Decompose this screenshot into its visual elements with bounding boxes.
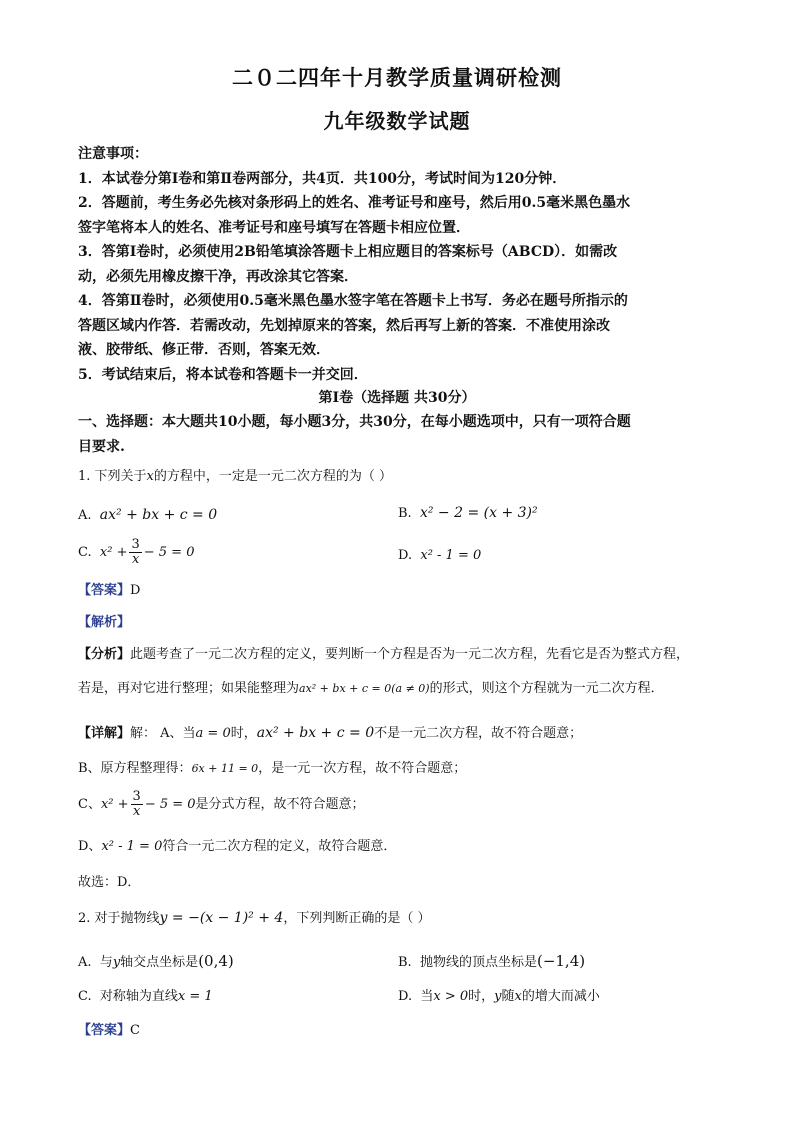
q1-option-b bbox=[398, 503, 538, 524]
option-label: B. bbox=[398, 506, 412, 521]
fenxi-tag: 【分析】 bbox=[78, 647, 131, 662]
q1-detail-d bbox=[78, 836, 728, 858]
option-text: 随 bbox=[501, 989, 515, 1004]
option-text: 的增大而减小 bbox=[521, 989, 600, 1004]
fenxi-line bbox=[78, 644, 728, 666]
q1-option-c bbox=[78, 538, 194, 567]
section-intro-line: 目要求. bbox=[78, 438, 125, 455]
option-text: 时， bbox=[468, 989, 495, 1004]
detail-math: 6x + 11 = 0 bbox=[191, 762, 259, 775]
notes-block bbox=[78, 142, 728, 387]
detail-math: x² - 1 = 0 bbox=[101, 839, 163, 854]
fenxi-line bbox=[78, 678, 728, 700]
detail-math: x² + bbox=[100, 797, 129, 812]
q1-fenxi bbox=[78, 644, 728, 700]
q1-stem-text-2: 的方程中，一定是一元二次方程的为（ ） bbox=[153, 469, 393, 484]
q1-option-d bbox=[398, 546, 481, 566]
notes-line: 签字笔将本人的姓名、准考证号和座号填写在答题卡相应位置． bbox=[78, 219, 470, 236]
fraction-denominator: x bbox=[133, 804, 141, 819]
q1-analysis-heading bbox=[78, 612, 728, 634]
fraction-numerator: 3 bbox=[132, 789, 141, 804]
answer-tag: 【答案】 bbox=[78, 1023, 131, 1038]
q1-detail-b bbox=[78, 758, 728, 780]
notes-line: 4．答第Ⅱ卷时，必须使用0.5毫米黑色墨水签字笔在答题卡上书写．务必在题号所指示的 bbox=[78, 293, 628, 309]
notes-line: 液、胶带纸、修正带．否则，答案无效． bbox=[78, 342, 330, 358]
q2-stem-text-2: ，下列判断正确的是（ ） bbox=[283, 911, 431, 926]
option-label: C. bbox=[78, 989, 92, 1004]
fraction-denominator: x bbox=[131, 552, 140, 567]
notes-line: 答题区域内作答．若需改动，先划掉原来的答案，然后再写上新的答案．不准使用涂改 bbox=[78, 317, 610, 334]
section-intro bbox=[78, 410, 728, 459]
detail-math: a = 0 bbox=[195, 726, 231, 741]
detail-text: D、 bbox=[78, 839, 102, 854]
option-math: y bbox=[112, 955, 121, 970]
detail-text: B、原方程整理得： bbox=[78, 761, 192, 776]
fraction bbox=[131, 790, 143, 819]
detail-text: 符合一元二次方程的定义，故符合题意． bbox=[162, 839, 397, 854]
detail-text: 不是一元二次方程，故不符合题意； bbox=[374, 726, 583, 741]
option-label: B. bbox=[398, 955, 412, 970]
section-intro-line: 一、选择题：本大题共10小题，每小题3分，共30分，在每小题选项中，只有一项符合题 bbox=[78, 414, 631, 430]
q1-detail-c bbox=[78, 790, 728, 819]
detail-text: 时， bbox=[230, 726, 257, 741]
question-2-stem bbox=[78, 908, 728, 929]
notes-heading: 注意事项： bbox=[78, 146, 148, 162]
q2-option-a bbox=[78, 951, 234, 973]
detail-math: ax² + bx + c = 0 bbox=[256, 725, 375, 741]
detail-text: 是分式方程，故不符合题意； bbox=[195, 797, 365, 812]
fraction bbox=[129, 538, 141, 567]
detail-text: C、 bbox=[78, 797, 101, 812]
notes-line: 3．答第Ⅰ卷时，必须使用2B铅笔填涂答题卡上相应题目的答案标号（ABCD）．如需改 bbox=[78, 244, 618, 260]
option-text: 当 bbox=[420, 989, 434, 1004]
option-math: x > 0 bbox=[433, 989, 469, 1004]
q1-option-a bbox=[78, 505, 217, 526]
option-text: 轴交点坐标是 bbox=[120, 955, 199, 970]
option-math: x = 1 bbox=[177, 989, 213, 1004]
option-math: x bbox=[514, 989, 522, 1004]
fenxi-math: ax² + bx + c = 0(a ≠ 0) bbox=[299, 682, 430, 695]
detail-math: − 5 = 0 bbox=[144, 797, 196, 812]
q1-conclusion: 故选：D． bbox=[78, 875, 141, 890]
analysis-tag: 【解析】 bbox=[78, 615, 131, 630]
option-text: 抛物线的顶点坐标是 bbox=[419, 955, 537, 970]
option-text: 与 bbox=[99, 955, 113, 970]
notes-line: 5．考试结束后，将本试卷和答题卡一并交回． bbox=[78, 366, 368, 383]
option-math: x² + bbox=[99, 545, 128, 560]
notes-line: 动，必须先用橡皮擦干净，再改涂其它答案． bbox=[78, 268, 358, 285]
q2-option-b bbox=[398, 951, 585, 973]
option-label: C. bbox=[78, 545, 92, 560]
exam-title: 二０二四年十月教学质量调研检测 bbox=[232, 65, 562, 90]
q1-stem-text: 1. 下列关于 bbox=[78, 469, 147, 484]
option-math: x² − 2 = (x + 3)² bbox=[419, 505, 538, 521]
option-math: ax² + bx + c = 0 bbox=[99, 507, 218, 523]
detail-tag: 【详解】 bbox=[78, 726, 131, 741]
fraction-numerator: 3 bbox=[131, 537, 140, 552]
option-label: D. bbox=[398, 548, 413, 563]
notes-line: 1．本试卷分第Ⅰ卷和第Ⅱ卷两部分，共4页．共100分，考试时间为120分钟． bbox=[78, 170, 567, 187]
q2-option-c bbox=[78, 987, 213, 1007]
section-title: 第Ⅰ卷（选择题 共30分） bbox=[318, 390, 476, 406]
option-math: − 5 = 0 bbox=[143, 545, 195, 560]
fenxi-text: 此题考查了一元二次方程的定义，要判断一个方程是否为一元二次方程，先看它是否为整式方程， bbox=[130, 647, 690, 662]
fenxi-text: 若是，再对它进行整理；如果能整理为 bbox=[78, 681, 300, 696]
option-math: y bbox=[494, 989, 502, 1004]
answer-value: C bbox=[130, 1023, 140, 1038]
q1-stem-var: x bbox=[146, 469, 154, 484]
q2-option-d bbox=[398, 987, 600, 1007]
option-math: x² - 1 = 0 bbox=[420, 548, 482, 563]
fenxi-text: 的形式，则这个方程就为一元二次方程． bbox=[429, 681, 664, 696]
exam-subtitle: 九年级数学试题 bbox=[323, 109, 471, 133]
q2-stem-math: y = −(x − 1)² + 4 bbox=[159, 910, 284, 926]
option-label: D. bbox=[398, 989, 413, 1004]
detail-text: ，是一元一次方程，故不符合题意； bbox=[258, 761, 467, 776]
option-label: A. bbox=[78, 508, 92, 523]
option-label: A. bbox=[78, 955, 92, 970]
option-text: 对称轴为直线 bbox=[99, 989, 178, 1004]
notes-line: 2．答题前，考生务必先核对条形码上的姓名、准考证号和座号，然后用0.5毫米黑色墨水 bbox=[78, 195, 631, 211]
question-1-stem bbox=[78, 467, 728, 487]
detail-text: 解： A、当 bbox=[130, 726, 196, 741]
answer-tag: 【答案】 bbox=[78, 583, 131, 598]
q2-answer bbox=[78, 1020, 728, 1042]
q2-stem-text: 2. 对于抛物线 bbox=[78, 911, 160, 926]
q1-answer bbox=[78, 580, 728, 602]
answer-value: D bbox=[130, 583, 141, 598]
option-math: (0,4) bbox=[198, 952, 234, 970]
q1-detail-a bbox=[78, 722, 728, 745]
option-math: (−1,4) bbox=[536, 952, 586, 970]
